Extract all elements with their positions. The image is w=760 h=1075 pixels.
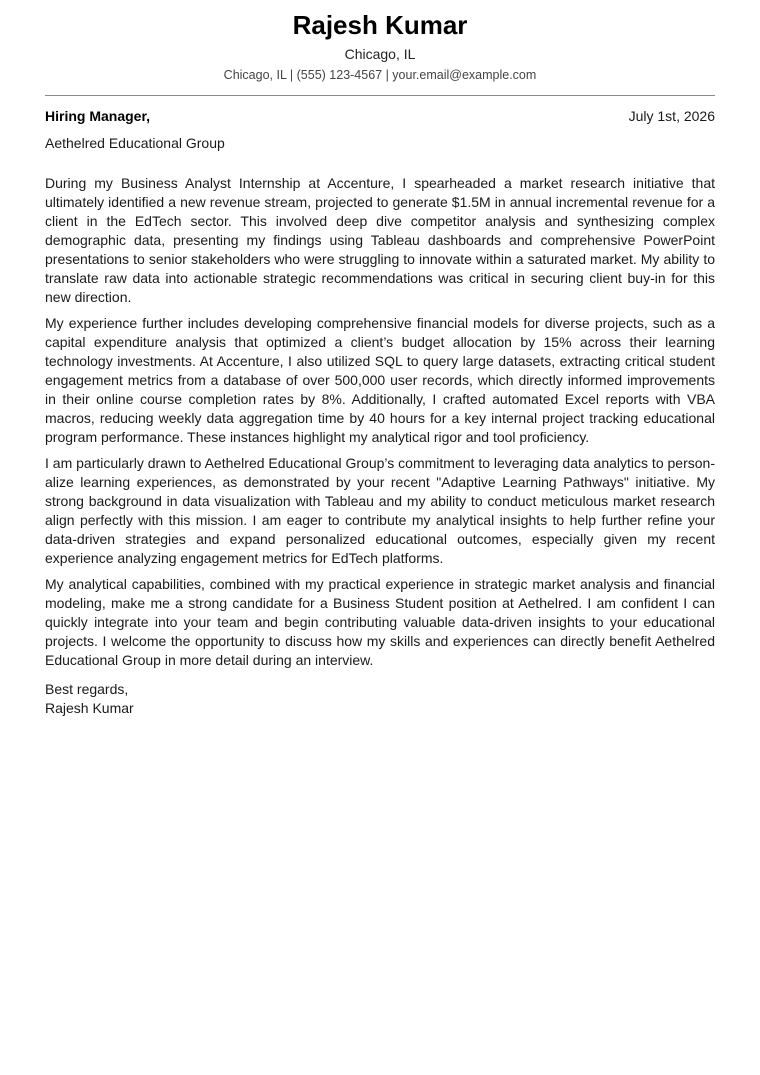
signature-name: Rajesh Kumar <box>45 700 134 716</box>
recipient-row <box>45 107 715 125</box>
sign-off: Best regards, <box>45 681 129 697</box>
body-paragraph-1: During my Business Analyst Internship at Accenture, I spearheaded a market research initiative that ultimately identified a new revenue stream, projected to generate $1.5M in annual incremental revenue for a client in the EdTech sector. This involved deep dive competitor analysis and synthesizing complex demographic data, presenting my findings using Tableau dashboards and comprehensive PowerPoint presentations to senior stakeholders who were struggling to innovate within a saturated market. My ability to translate raw data into actionable strategic recommendations was critical in securing client buy-in for this new direction. <box>45 175 715 305</box>
applicant-contact-line: Chicago, IL | (555) 123-4567 | your.email@example.com <box>223 68 537 82</box>
recipient-salutation: Hiring Manager, <box>45 108 151 124</box>
applicant-location: Chicago, IL <box>344 46 416 62</box>
body-paragraph-2: My experience further includes developing comprehensive financial models for diverse projects, such as a capital expenditure analysis that optimized a client’s budget allocation by 15% across their learning technology investments. At Accenture, I also utilized SQL to query large datasets, extracting critical student engagement metrics from a database of over 500,000 user records, which directly informed improvements in their online course completion rates by 8%. Additionally, I crafted automated Excel reports with VBA macros, reducing weekly data aggregation time by 40 hours for a key internal project tracking educational program performance. These instances highlight my analytical rigor and tool proficiency. <box>45 315 715 445</box>
recipient-company: Aethelred Educational Group <box>45 135 225 151</box>
header-divider <box>45 95 715 96</box>
body-paragraph-3: I am particularly drawn to Aethelred Educational Group’s commitment to leveraging data analytics to personalize learning experiences, as demonstrated by your recent "Adaptive Learning Pathways" initiative. My strong background in data visualization with Tableau and my ability to conduct meticulous market research align perfectly with this mission. I am eager to contribute my analytical insights to help further refine your data-driven strategies and expand personalized educational outcomes, especially given my recent experience analyzing engagement metrics for EdTech platforms. <box>45 455 715 566</box>
letter-closing <box>45 680 715 718</box>
letter-body <box>45 174 715 670</box>
body-paragraph-4: My analytical capabilities, combined with my practical experience in strategic market analysis and financial modeling, make me a strong candidate for a Business Student position at Aethelred. I am confident I can quickly integrate into your team and begin contributing valuable data-driven insights to your educational projects. I welcome the opportunity to discuss how my skills and experiences can directly benefit Aethelred Educational Group in more detail during an interview. <box>45 576 715 668</box>
letter-date: July 1st, 2026 <box>628 108 715 124</box>
applicant-name: Rajesh Kumar <box>292 10 468 40</box>
